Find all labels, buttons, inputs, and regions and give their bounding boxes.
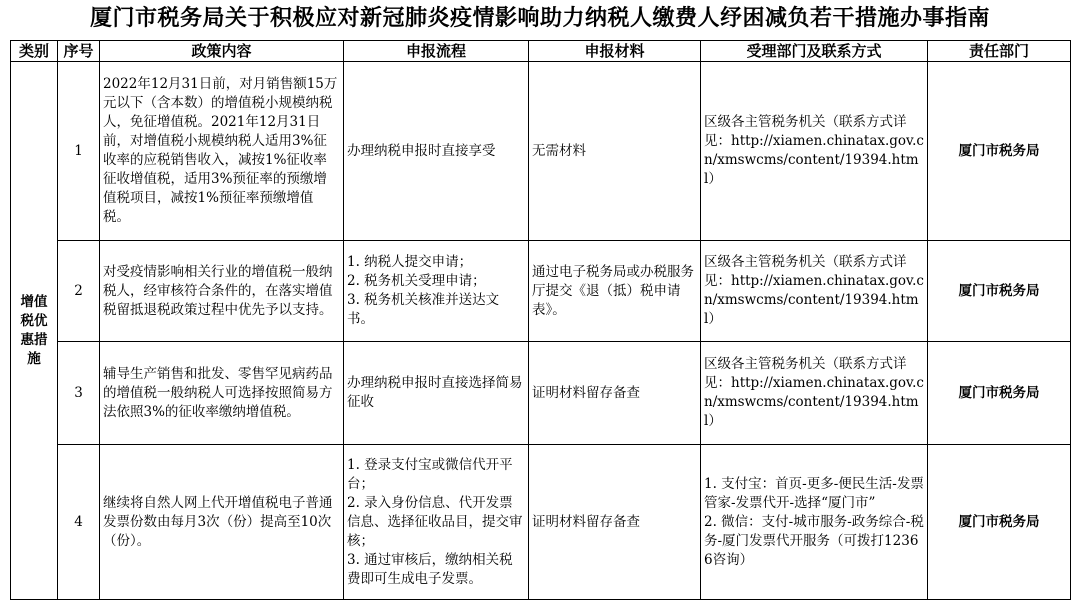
table-row [11,342,1071,445]
process-step: 1. 纳税人提交申请； [347,254,473,270]
policy-cell: 辅导生产销售和批发、零售罕见病药品的增值税一般纳税人可选择按照简易方法依照3%的征收率缴纳增值税。 [100,342,344,445]
header-row [11,41,1071,62]
policy-cell: 2022年12月31日前，对月销售额15万元以下（含本数）的增值税小规模纳税人，免征增值税。2021年12月31日前，对增值税小规模纳税人适用3%征收率的应税销售收入，减按1%征收率征收增值税，适用3%预征率的预缴增值税项目，减按1%预征率预缴增值税。 [100,62,344,241]
column-header-seq: 序号 [58,41,100,62]
column-header-materials: 申报材料 [529,41,701,62]
seq-cell: 2 [58,241,100,342]
contact-cell: 区级各主管税务机关（联系方式详见：http://xiamen.chinatax.gov.cn/xmswcms/content/19394.html） [701,241,928,342]
contact-cell [701,445,928,600]
policy-cell: 继续将自然人网上代开增值税电子普通发票份数由每月3次（份）提高至10次（份）。 [100,445,344,600]
column-header-contact: 受理部门及联系方式 [701,41,928,62]
policy-cell: 对受疫情影响相关行业的增值税一般纳税人，经审核符合条件的，在落实增值税留抵退税政策过程中优先予以支持。 [100,241,344,342]
column-header-dept: 责任部门 [928,41,1071,62]
contact-cell: 区级各主管税务机关（联系方式详见：http://xiamen.chinatax.gov.cn/xmswcms/content/19394.html） [701,342,928,445]
dept-cell: 厦门市税务局 [928,241,1071,342]
process-cell: 办理纳税申报时直接享受 [344,62,529,241]
page-title: 厦门市税务局关于积极应对新冠肺炎疫情影响助力纳税人缴费人纾困减负若干措施办事指南 [89,6,990,31]
dept-cell: 厦门市税务局 [928,62,1071,241]
materials-cell: 通过电子税务局或办税服务厅提交《退（抵）税申请表》。 [529,241,701,342]
guide-table [10,40,1071,600]
dept-cell: 厦门市税务局 [928,445,1071,600]
process-step: 3. 税务机关核准并送达文书。 [347,292,500,327]
contact-channel: 1. 支付宝：首页-更多-便民生活-发票管家-发票代开-选择“厦门市” [704,475,924,511]
process-step: 1. 登录支付宝或微信代开平台； [347,456,513,492]
process-step: 2. 录入身份信息、代开发票信息、选择征收品目，提交审核； [347,494,523,549]
process-step: 3. 通过审核后，缴纳相关税费即可生成电子发票。 [347,551,513,587]
column-header-category: 类别 [11,41,58,62]
seq-cell: 4 [58,445,100,600]
process-step: 2. 税务机关受理申请； [347,273,486,289]
process-cell: 办理纳税申报时直接选择简易征收 [344,342,529,445]
contact-cell: 区级各主管税务机关（联系方式详见：http://xiamen.chinatax.gov.cn/xmswcms/content/19394.html） [701,62,928,241]
table-row [11,62,1071,241]
materials-cell: 证明材料留存备查 [529,342,701,445]
materials-cell: 无需材料 [529,62,701,241]
column-header-process: 申报流程 [344,41,529,62]
process-cell [344,241,529,342]
table-row [11,241,1071,342]
category-cell: 增值税优惠措施 [11,62,58,600]
process-cell [344,445,529,600]
materials-cell: 证明材料留存备查 [529,445,701,600]
contact-channel: 2. 微信：支付-城市服务-政务综合-税务-厦门发票代开服务（可拨打12366咨询） [704,513,924,568]
column-header-policy: 政策内容 [100,41,344,62]
table-row [11,445,1071,600]
dept-cell: 厦门市税务局 [928,342,1071,445]
seq-cell: 3 [58,342,100,445]
seq-cell: 1 [58,62,100,241]
